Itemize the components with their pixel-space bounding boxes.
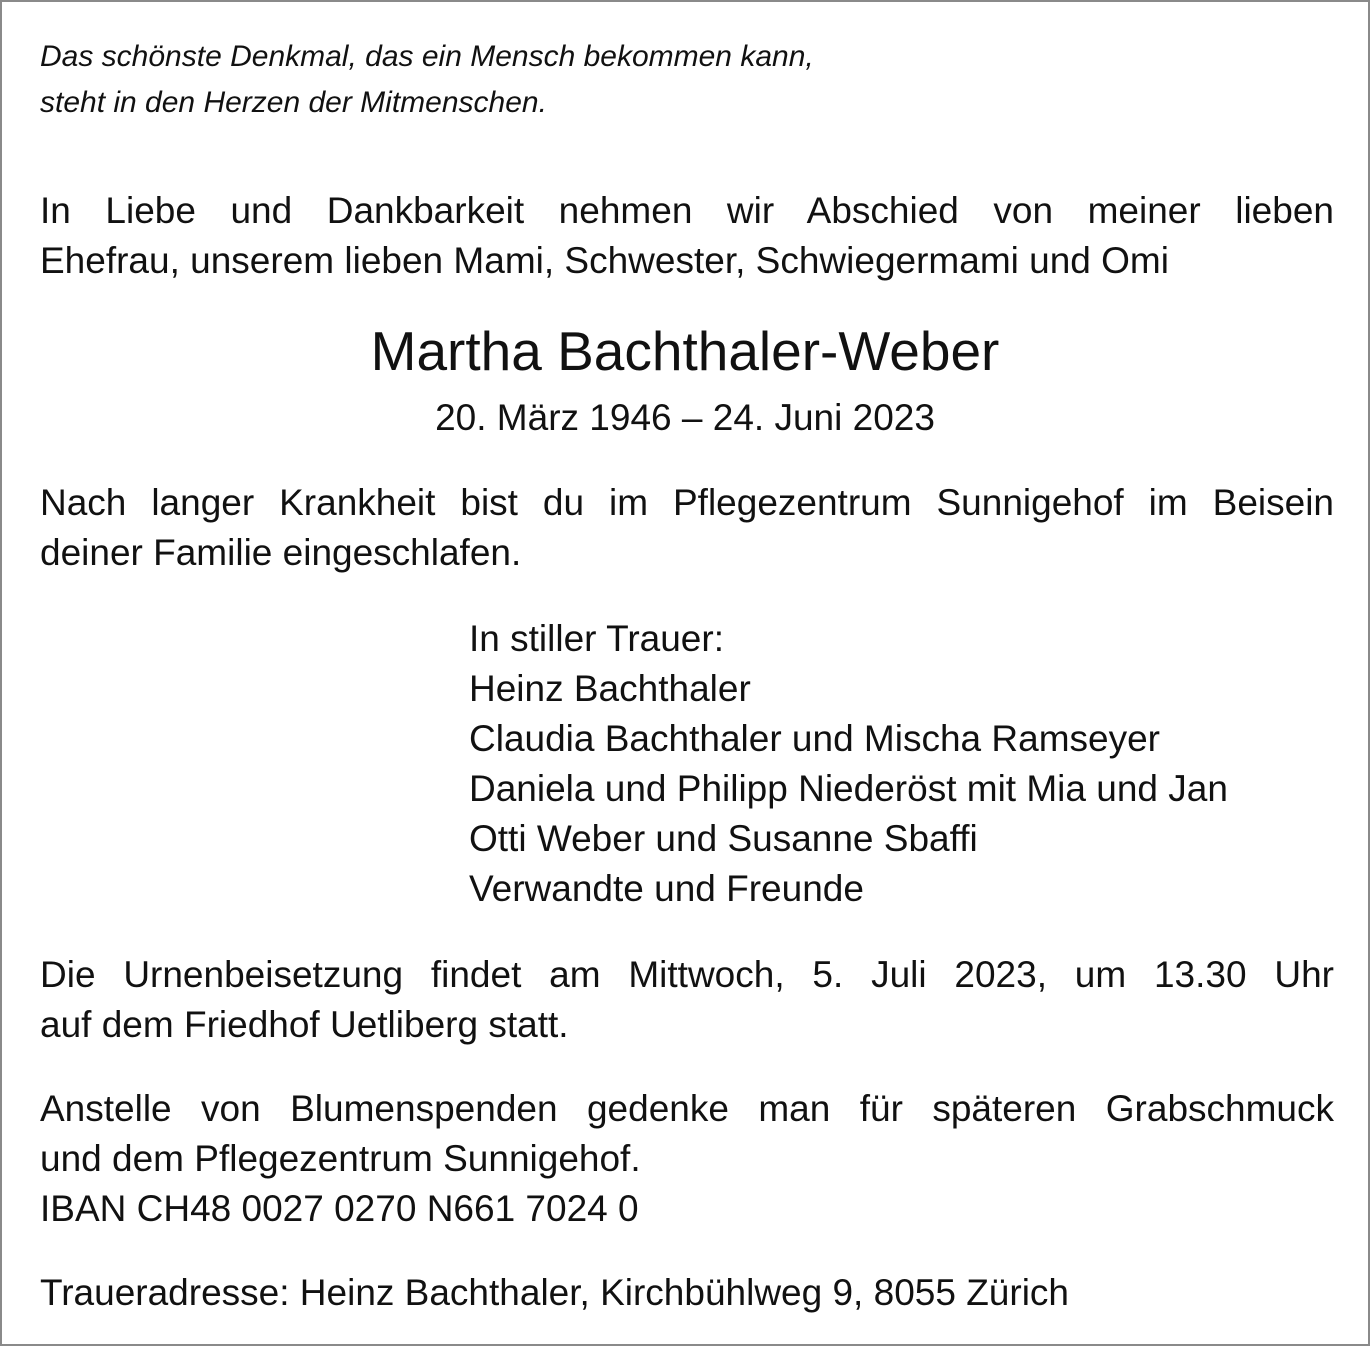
motto-line-1: Das schönste Denkmal, das ein Mensch bekommen kann,	[40, 40, 814, 73]
intro-line-1: In Liebe und Dankbarkeit nehmen wir Abschied von meiner lieben	[40, 190, 1334, 231]
death-notice-line-1: Nach langer Krankheit bist du im Pflegezentrum Sunnigehof im Beisein	[40, 482, 1334, 523]
intro-paragraph	[40, 186, 1334, 286]
mourning-address	[40, 1268, 1334, 1318]
mourner-name: Heinz Bachthaler	[469, 668, 751, 709]
burial-line-2: auf dem Friedhof Uetliberg statt.	[40, 1004, 569, 1045]
deceased-name: Martha Bachthaler-Weber	[370, 320, 1000, 382]
donation-line-2: und dem Pflegezentrum Sunnigehof.	[40, 1138, 641, 1179]
intro-line-2: Ehefrau, unserem lieben Mami, Schwester, Schwiegermami und Omi	[40, 240, 1169, 281]
motto-line-2: steht in den Herzen der Mitmenschen.	[40, 86, 547, 119]
donation-line-1: Anstelle von Blumenspenden gedenke man für späteren Grabschmuck	[40, 1088, 1334, 1129]
iban-number: IBAN CH48 0027 0270 N661 7024 0	[40, 1188, 639, 1229]
burial-paragraph	[40, 950, 1334, 1050]
mourners-list	[469, 614, 1349, 914]
mourner-name: Otti Weber und Susanne Sbaffi	[469, 818, 978, 859]
life-dates: 20. März 1946 – 24. Juni 2023	[435, 397, 935, 438]
mourner-name: Claudia Bachthaler und Mischa Ramseyer	[469, 718, 1161, 759]
death-notice-line-2: deiner Familie eingeschlafen.	[40, 532, 522, 573]
mourning-address-text: Traueradresse: Heinz Bachthaler, Kirchbühlweg 9, 8055 Zürich	[40, 1272, 1070, 1313]
mourner-name: Verwandte und Freunde	[469, 868, 864, 909]
burial-line-1: Die Urnenbeisetzung findet am Mittwoch, 5. Juli 2023, um 13.30 Uhr	[40, 954, 1334, 995]
mourner-name: Daniela und Philipp Niederöst mit Mia und Jan	[469, 768, 1228, 809]
mourners-heading: In stiller Trauer:	[469, 618, 724, 659]
death-notice-paragraph	[40, 478, 1334, 578]
motto-quote	[40, 34, 1140, 126]
donation-paragraph	[40, 1084, 1334, 1234]
